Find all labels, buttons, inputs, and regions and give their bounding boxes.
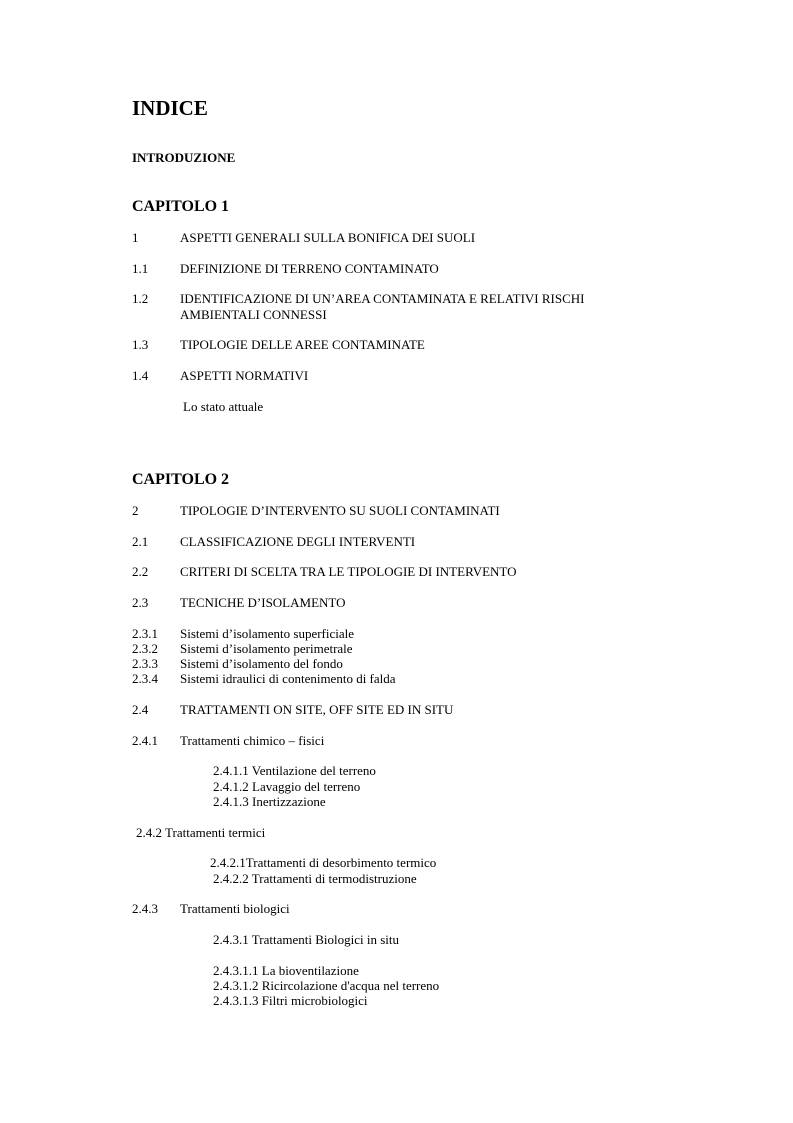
toc-entry-number: 2.4 [132,702,149,717]
toc-entry-number: 1.3 [132,337,149,352]
toc-entry-title[interactable]: ASPETTI GENERALI SULLA BONIFICA DEI SUOLI [180,230,476,245]
toc-entry-number: 2 [132,503,139,518]
toc-subentry[interactable]: 2.4.3.1.2 Ricircolazione d'acqua nel terreno [213,978,440,993]
toc-subentry[interactable]: 2.4.1.1 Ventilazione del terreno [213,763,376,778]
toc-entry[interactable]: 2.4.2 Trattamenti termici [136,825,266,840]
toc-entry-title[interactable]: CLASSIFICAZIONE DEGLI INTERVENTI [180,534,416,549]
toc-entry-number: 2.4.1 [132,733,158,748]
toc-entry-number: 2.2 [132,564,149,579]
toc-entry-title[interactable]: TIPOLOGIE DELLE AREE CONTAMINATE [180,337,425,352]
chapter-1-heading[interactable]: CAPITOLO 1 [132,198,230,215]
toc-entry-title[interactable]: TIPOLOGIE D’INTERVENTO SU SUOLI CONTAMINATI [180,503,500,518]
toc-subentry[interactable]: 2.4.1.2 Lavaggio del terreno [213,779,361,794]
toc-entry-number: 1.4 [132,368,149,383]
page-title: INDICE [132,96,208,120]
toc-entry-number: 1.1 [132,261,149,276]
toc-subentry[interactable]: 2.4.1.3 Inertizzazione [213,794,326,809]
toc-entry-number: 1.2 [132,291,149,306]
toc-subentry[interactable]: 2.4.3.1.1 La bioventilazione [213,963,359,978]
toc-entry-number: 2.3.2 [132,641,158,656]
toc-entry-title[interactable]: Sistemi idraulici di contenimento di falda [180,671,396,686]
toc-subentry[interactable]: 2.4.3.1.3 Filtri microbiologici [213,993,368,1008]
toc-entry-number: 1 [132,230,139,245]
toc-entry-title-continued[interactable]: AMBIENTALI CONNESSI [180,307,327,322]
chapter-2-heading[interactable]: CAPITOLO 2 [132,471,230,488]
toc-subentry[interactable]: Lo stato attuale [183,399,264,414]
toc-subentry[interactable]: 2.4.2.2 Trattamenti di termodistruzione [213,871,417,886]
toc-entry-title[interactable]: TECNICHE D’ISOLAMENTO [180,595,346,610]
toc-entry-title[interactable]: Sistemi d’isolamento perimetrale [180,641,353,656]
toc-subentry[interactable]: 2.4.2.1Trattamenti di desorbimento termico [210,855,437,870]
toc-entry-title[interactable]: ASPETTI NORMATIVI [180,368,309,383]
toc-introduction[interactable]: INTRODUZIONE [132,150,236,165]
toc-entry-number: 2.3 [132,595,149,610]
toc-entry-number: 2.3.3 [132,656,158,671]
toc-entry-title[interactable]: Sistemi d’isolamento del fondo [180,656,343,671]
toc-entry-number: 2.1 [132,534,149,549]
toc-entry-title[interactable]: Trattamenti biologici [180,901,290,916]
toc-entry-title[interactable]: Trattamenti chimico – fisici [180,733,325,748]
toc-entry-number: 2.4.3 [132,901,158,916]
toc-entry-title[interactable]: IDENTIFICAZIONE DI UN’AREA CONTAMINATA E RELATIVI RISCHI [180,291,585,306]
toc-entry-title[interactable]: DEFINIZIONE DI TERRENO CONTAMINATO [180,261,439,276]
toc-subentry[interactable]: 2.4.3.1 Trattamenti Biologici in situ [213,932,399,947]
toc-entry-title[interactable]: Sistemi d’isolamento superficiale [180,626,355,641]
toc-entry-number: 2.3.4 [132,671,158,686]
toc-entry-title[interactable]: CRITERI DI SCELTA TRA LE TIPOLOGIE DI INTERVENTO [180,564,517,579]
toc-entry-title[interactable]: TRATTAMENTI ON SITE, OFF SITE ED IN SITU [180,702,454,717]
toc-entry-number: 2.3.1 [132,626,158,641]
